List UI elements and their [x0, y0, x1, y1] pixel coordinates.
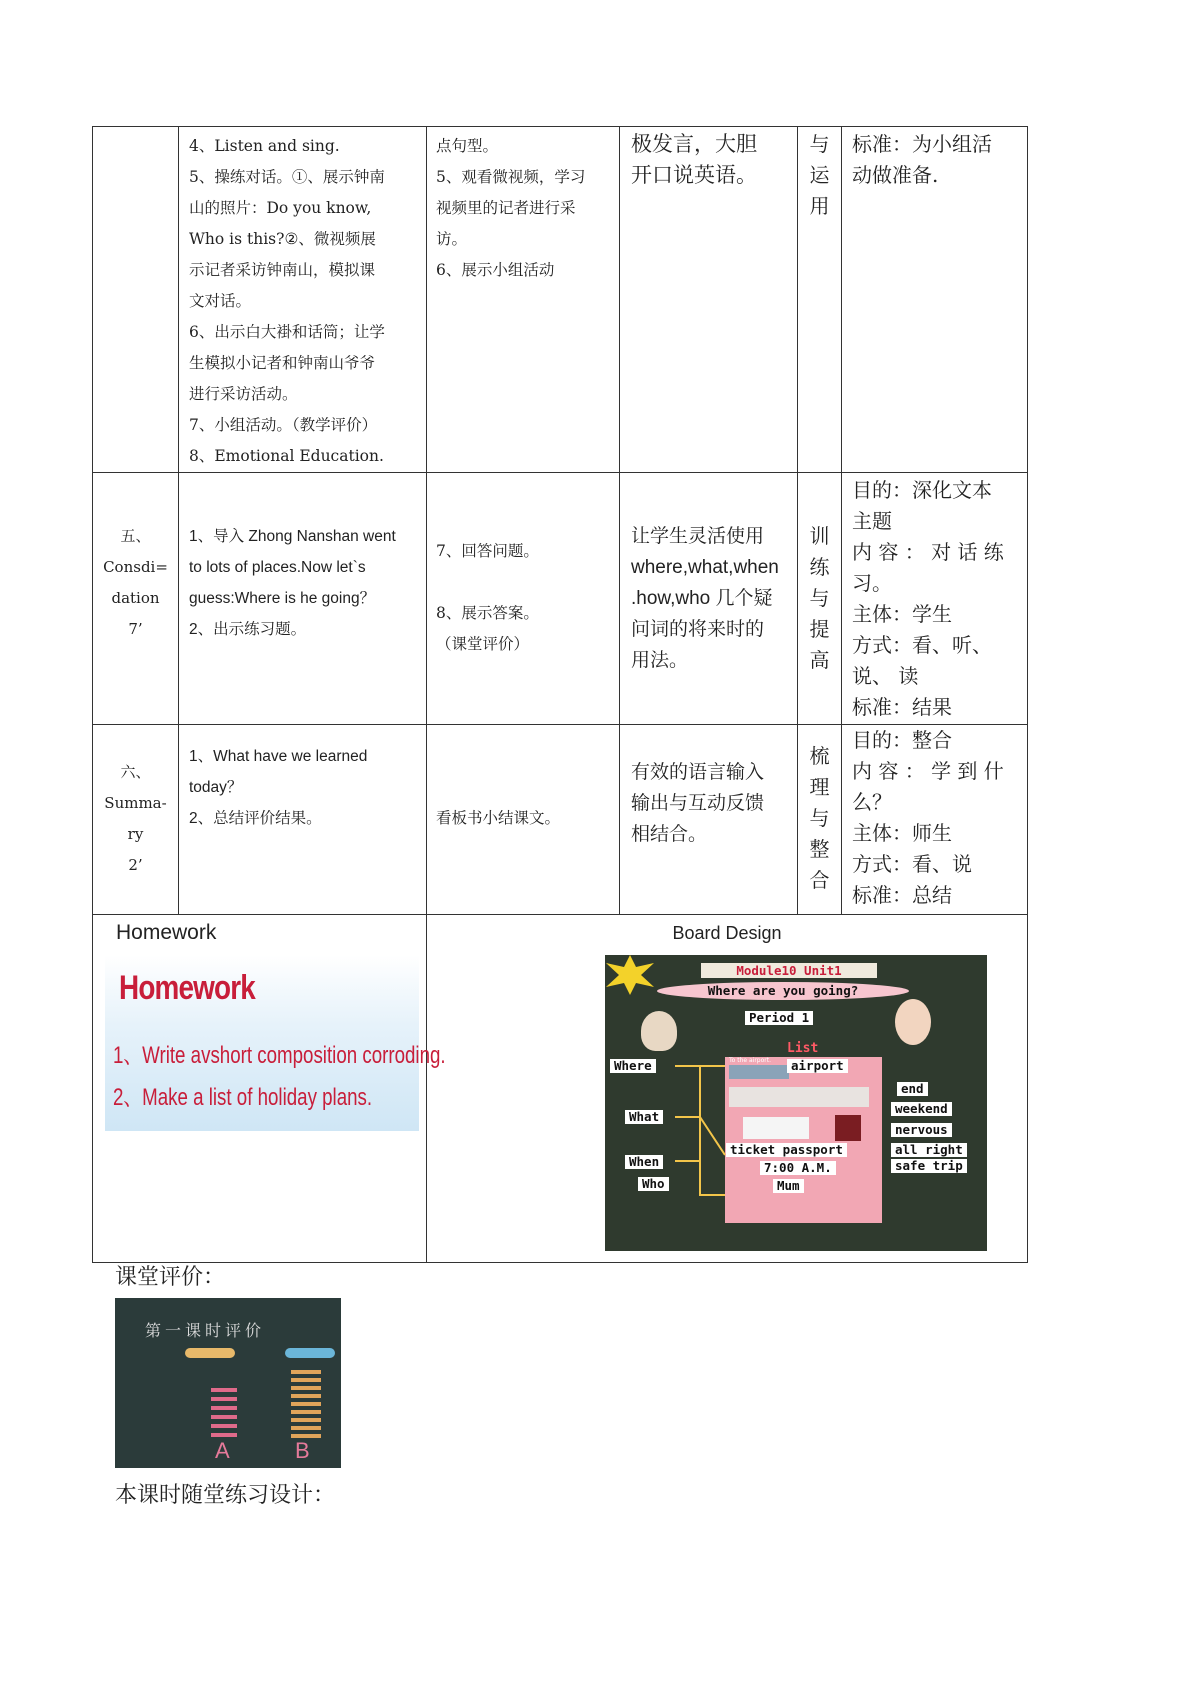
evaluation-line: 说、 读	[852, 664, 919, 688]
teacher-line: 5、操练对话。①、展示钟南	[189, 168, 385, 186]
homework-image-title: Homework	[119, 969, 255, 1007]
teacher-line: today？	[189, 779, 243, 796]
airplane-icon	[185, 1348, 235, 1358]
table-row	[93, 915, 1028, 1263]
teacher-activity-cell	[179, 473, 427, 725]
evaluation-line: 主体：学生	[852, 602, 952, 626]
intent-line: 输出与互动反馈	[631, 792, 765, 814]
evaluation-line: 标准：为小组活	[852, 132, 992, 156]
vertical-char: 高	[809, 648, 830, 672]
evaluation-cell	[842, 127, 1028, 473]
board-left-word: Who	[638, 1177, 669, 1191]
design-intent-cell	[620, 473, 798, 725]
homework-item: 1、Write avshort composition corroding.	[113, 1042, 446, 1069]
teacher-line: 生模拟小记者和钟南山爷爷	[189, 354, 376, 372]
evaluation-cell	[842, 473, 1028, 725]
evaluation-line: 么？	[852, 790, 892, 814]
evaluation-line: 目的：整合	[852, 728, 952, 752]
intent-line: 用法。	[631, 650, 689, 671]
board-center-word: 7:00 A.M.	[760, 1161, 836, 1175]
homework-image	[105, 955, 446, 1131]
board-question: Where are you going?	[657, 982, 909, 1000]
intent-line: 相结合。	[631, 823, 708, 845]
vertical-char: 合	[809, 868, 830, 892]
board-module: Module10 Unit1	[701, 963, 877, 978]
student-line: 8、展示答案。	[436, 604, 539, 622]
evaluation-line: 动做准备.	[852, 163, 939, 187]
stage-line: 7’	[128, 620, 143, 638]
vertical-char: 运	[809, 163, 830, 187]
rating-label-b: B	[295, 1438, 310, 1463]
board-left-word: What	[625, 1110, 663, 1124]
board-design-label: Board Design	[672, 923, 782, 943]
evaluation-line: 习。	[852, 571, 892, 595]
table-row	[93, 725, 1028, 915]
homework-cell	[93, 915, 446, 1263]
evaluation-line: 内 容 ： 对 话 练	[852, 540, 1004, 564]
stage-line: 五、	[120, 527, 151, 545]
stage-line: 2’	[128, 856, 143, 874]
lesson-plan-table	[92, 126, 1028, 1263]
board-center-word: airport	[787, 1059, 848, 1073]
board-left-word: When	[625, 1155, 663, 1169]
exercise-caption: 本课时随堂练习设计：	[115, 1483, 336, 1508]
board-photo-caption: To the airport.	[729, 1057, 771, 1064]
board-design-cell	[427, 915, 1028, 1263]
student-activity-cell	[427, 725, 620, 915]
teacher-line: 8、Emotional Education.	[189, 447, 384, 465]
teacher-line: 进行采访活动。	[189, 385, 298, 403]
evaluation-line: 内 容 ： 学 到 什	[852, 759, 1004, 783]
teacher-line: 4、Listen and sing.	[189, 137, 340, 155]
board-period: Period 1	[745, 1011, 813, 1025]
evaluation-line: 方式：看、听、	[852, 633, 992, 657]
student-activity-cell	[427, 127, 620, 473]
teacher-line: guess:Where is he going？	[189, 590, 376, 607]
stage-cell	[93, 725, 179, 915]
board-center-word: Mum	[773, 1179, 804, 1193]
intent-line: 有效的语言输入	[631, 761, 765, 783]
rating-label-a: A	[215, 1438, 230, 1463]
table-row	[93, 127, 1028, 473]
intent-line: 极发言，大胆	[631, 132, 757, 156]
teacher-line: 1、导入 Zhong Nanshan went	[189, 528, 396, 545]
teacher-line: 2、总结评价结果。	[189, 810, 322, 827]
teacher-line: 7、小组活动。（教学评价）	[189, 416, 378, 434]
board-center-word: ticket passport	[726, 1143, 847, 1157]
airplane-icon	[285, 1348, 335, 1358]
evaluation-line: 标准：结果	[852, 695, 952, 719]
teacher-line: to lots of places.Now let`s	[189, 559, 366, 576]
evaluation-line: 标准：总结	[852, 883, 952, 907]
vertical-char: 练	[809, 555, 830, 579]
board-left-word: Where	[610, 1059, 656, 1073]
vertical-char: 与	[809, 586, 830, 610]
board-right-word: end	[897, 1082, 928, 1096]
rating-title: 第一课时评价	[145, 1321, 266, 1340]
vertical-char: 理	[809, 775, 830, 799]
table-row	[93, 473, 1028, 725]
teacher-line: 6、出示白大褂和话筒；让学	[189, 323, 385, 341]
board-right-word: nervous	[891, 1123, 952, 1137]
skill-vertical-cell	[798, 725, 842, 915]
rating-bars-a	[211, 1388, 237, 1438]
vertical-char: 用	[809, 194, 830, 218]
teacher-activity-cell	[179, 127, 427, 473]
teacher-line: 示记者采访钟南山，模拟课	[189, 261, 376, 279]
skill-vertical-cell	[798, 127, 842, 473]
teacher-line: 山的照片：Do you know,	[189, 199, 372, 217]
student-line: 5、观看微视频，学习	[436, 168, 586, 186]
vertical-char: 提	[809, 617, 830, 641]
student-line: 访。	[436, 230, 468, 248]
vertical-char: 梳	[809, 744, 830, 768]
intent-line: where,what,when	[631, 557, 779, 578]
board-right-word: weekend	[891, 1102, 952, 1116]
homework-label: Homework	[116, 921, 217, 944]
vertical-char: 与	[809, 806, 830, 830]
evaluation-cell	[842, 725, 1028, 915]
board-right-word: all right	[891, 1143, 967, 1157]
student-line: 点句型。	[436, 137, 499, 155]
evaluation-line: 主题	[852, 509, 892, 533]
vertical-char: 与	[809, 132, 830, 156]
teacher-line: 文对话。	[189, 292, 252, 310]
stage-line: Consdi=	[103, 558, 168, 576]
teacher-line: Who is this?②、微视频展	[189, 230, 376, 248]
evaluation-line: 主体：师生	[852, 821, 952, 845]
student-line: 看板书小结课文。	[436, 809, 561, 827]
board-design-image	[605, 955, 987, 1251]
stage-line: Summa-	[104, 794, 167, 812]
stage-line: 六、	[120, 763, 151, 781]
teacher-activity-cell	[179, 725, 427, 915]
design-intent-cell	[620, 127, 798, 473]
vertical-char: 整	[809, 837, 830, 861]
evaluation-caption: 课堂评价：	[115, 1265, 226, 1290]
stage-line: ry	[127, 825, 144, 843]
evaluation-line: 目的：深化文本	[852, 478, 992, 502]
rating-bars-b	[291, 1370, 321, 1438]
student-line: 6、展示小组活动	[436, 261, 555, 279]
stage-cell	[93, 127, 179, 473]
student-line	[436, 567, 613, 598]
student-line: 7、回答问题。	[436, 542, 539, 560]
design-intent-cell	[620, 725, 798, 915]
skill-vertical-cell	[798, 473, 842, 725]
intent-line: .how,who 几个疑	[631, 588, 773, 609]
intent-line: 问词的将来时的	[631, 619, 765, 640]
student-line: （课堂评价）	[436, 635, 530, 653]
evaluation-image	[115, 1298, 341, 1468]
bracket-lines	[605, 955, 987, 1251]
teacher-line: 2、出示练习题。	[189, 621, 307, 638]
homework-item: 2、Make a list of holiday plans.	[113, 1084, 373, 1111]
vertical-char: 训	[809, 524, 830, 548]
student-activity-cell	[427, 473, 620, 725]
intent-line: 开口说英语。	[631, 163, 757, 187]
intent-line: 让学生灵活使用	[631, 526, 765, 547]
stage-line: dation	[111, 589, 160, 607]
stage-cell	[93, 473, 179, 725]
student-line: 视频里的记者进行采	[436, 199, 576, 217]
teacher-line: 1、What have we learned	[189, 748, 368, 765]
evaluation-line: 方式：看、说	[852, 852, 972, 876]
board-list-title: List	[787, 1041, 819, 1056]
board-right-word: safe trip	[891, 1159, 967, 1173]
